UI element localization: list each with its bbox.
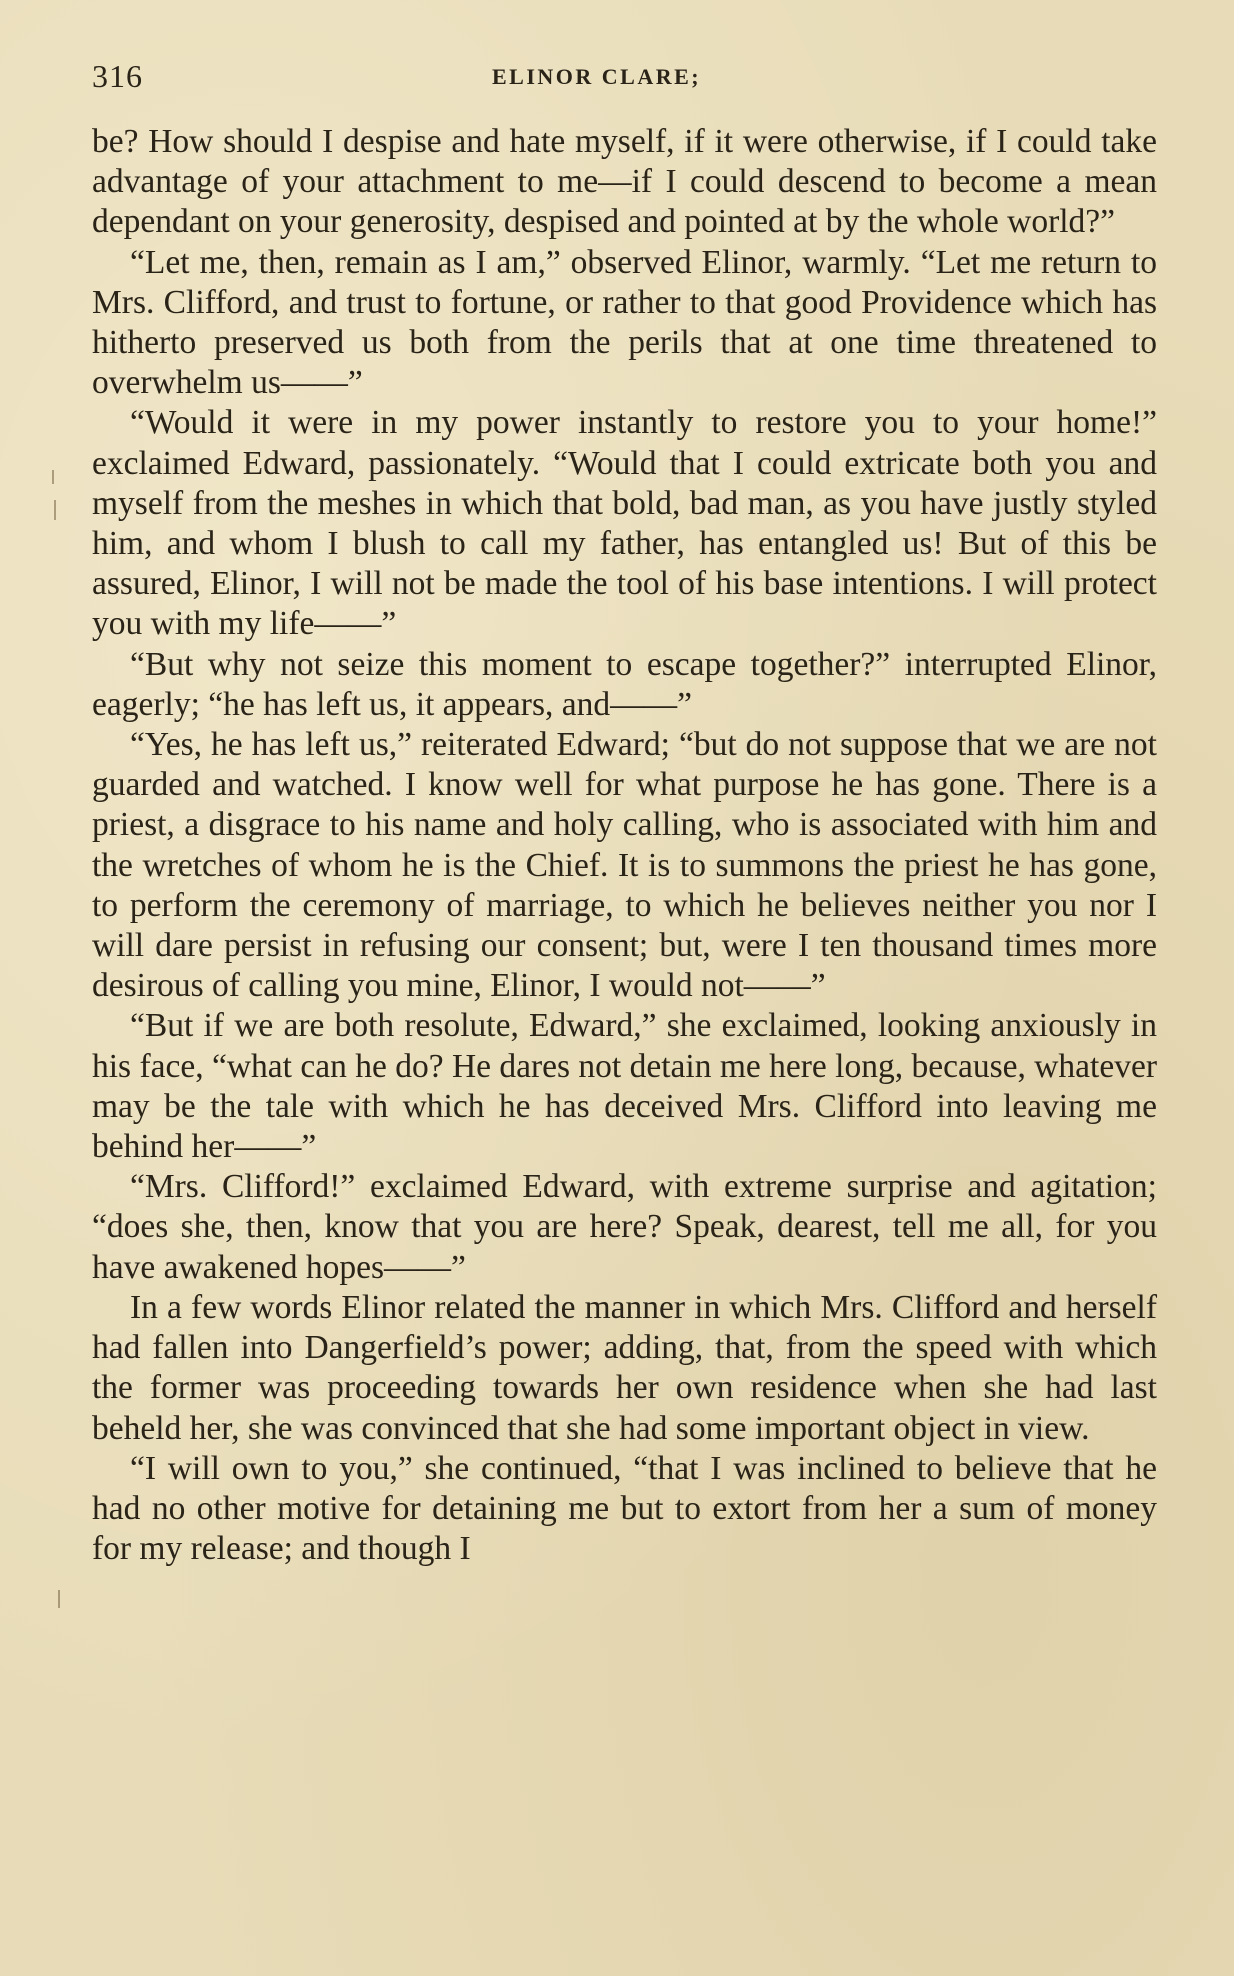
paragraph: “Mrs. Clifford!” exclaimed Edward, with extreme surprise and agitation; “does she, then, know that you are here? Speak, dearest, tell me all, for you have awakened hopes——”	[92, 1168, 1157, 1286]
body-text	[92, 122, 1157, 1569]
paragraph: “Yes, he has left us,” reiterated Edward; “but do not suppose that we are not guarded and watched. I know well for what purpose he has gone. There is a priest, a disgrace to his name and holy calling, who is associated with him and the wretches of whom he is the Chief. It is to summons the priest he has gone, to perform the ceremony of marriage, to which he believes neither you nor I will dare persist in refusing our consent; but, were I ten thousand times more desirous of calling you mine, Elinor, I would not——”	[92, 726, 1157, 1005]
paragraph: In a few words Elinor related the manner in which Mrs. Clifford and herself had fallen into Dangerfield’s power; adding, that, from the speed with which the former was proceeding towards her own residence when she had last beheld her, she was convinced that she had some important object in view.	[92, 1288, 1157, 1447]
running-head: ELINOR CLARE;	[492, 64, 702, 89]
page-header	[92, 58, 1162, 102]
margin-mark	[52, 470, 54, 484]
paragraph: be? How should I despise and hate myself, if it were otherwise, if I could take advantage of your attachment to me—if I could descend to become a mean dependant on your generosity, despised and pointed at by the whole world?”	[92, 123, 1157, 241]
page-number: 316	[92, 58, 143, 94]
paragraph: “But why not seize this moment to escape together?” interrupted Elinor, eagerly; “he has left us, it appears, and——”	[92, 645, 1157, 723]
paragraph: “Let me, then, remain as I am,” observed Elinor, warmly. “Let me return to Mrs. Clifford, and trust to fortune, or rather to that good Providence which has hitherto preserved us both from the perils that at one time threatened to overwhelm us——”	[92, 243, 1157, 402]
paragraph: “But if we are both resolute, Edward,” she exclaimed, looking anxiously in his face, “what can he do? He dares not detain me here long, because, whatever may be the tale with which he has deceived Mrs. Clifford into leaving me behind her——”	[92, 1007, 1157, 1166]
margin-mark	[58, 1590, 60, 1608]
paragraph: “Would it were in my power instantly to restore you to your home!” exclaimed Edward, passionately. “Would that I could extricate both you and myself from the meshes in which that bold, bad man, as you have justly styled him, and whom I blush to call my father, has entangled us! But of this be assured, Elinor, I will not be made the tool of his base intentions. I will protect you with my life——”	[92, 404, 1157, 643]
margin-mark	[54, 500, 56, 520]
paragraph: “I will own to you,” she continued, “that I was inclined to believe that he had no other motive for detaining me but to extort from her a sum of money for my release; and though I	[92, 1449, 1157, 1568]
